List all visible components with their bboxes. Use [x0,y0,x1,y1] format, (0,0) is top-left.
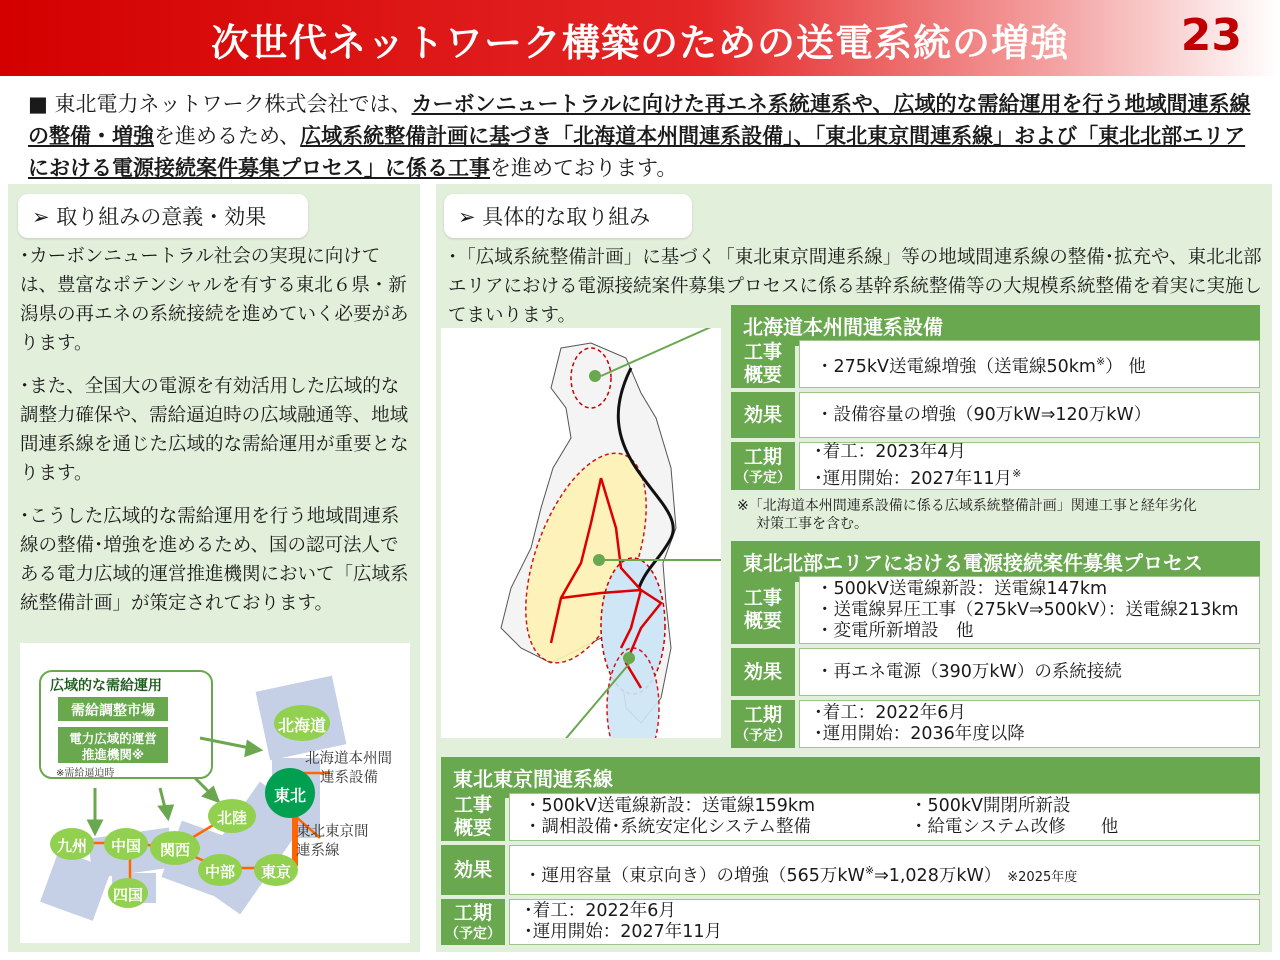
summary-line-1: ・500kV送電線新設：送電線147km [816,578,1108,599]
project-north-summary [799,576,1260,644]
footnote-mark: ※ [1012,467,1022,481]
project-tokyo-label-summary [441,793,505,841]
region-kansai: 関西 [159,841,190,859]
label-text: 工事概要 [743,587,782,632]
project-hokkaido-label-summary [731,340,795,388]
project-tokyo-period [509,899,1260,945]
label-text: 効果 [743,403,782,426]
region-chubu: 中部 [204,863,235,881]
region-tohoku: 東北 [273,786,306,805]
summary-text-end: ） 他 [1105,356,1146,377]
page-title: 次世代ネットワーク構築のための送電系統の増強 [210,21,1069,65]
region-kyushu: 九州 [56,837,87,855]
region-tokyo: 東京 [260,863,291,881]
effect-text: ・運用容量（東京向き）の増強（565万kW [524,865,865,886]
project-tokyo-summary [509,793,1260,841]
box-item-occto-1: 電力広域的運営 [69,731,157,746]
footnote-mark: ※ [864,864,875,877]
label-text: 工事概要 [453,794,492,839]
label-text: 効果 [743,660,782,683]
left-paragraph-2: ･また、全国大の電源を有効活用した広域的な調整力確保や、需給逼迫時の広域融通等、地域間連系線を通じた広域的な需給運用が重要となります。 [20,376,409,484]
label-text: 工事概要 [743,341,782,386]
effect-text: ・再エネ電源（390万kW）の系統接続 [816,661,1122,682]
left-paragraph-1: ･カーボンニュートラル社会の実現に向けては、豊富なポテンシャルを有する東北６県・新潟県の再エネの系統接続を進めていく必要があります。 [20,246,409,354]
project-hokkaido-label-effect [731,392,795,438]
label-text: 効果 [453,858,492,881]
box-title: 広域的な需給運用 [50,678,162,694]
summary-line-3: ・変電所新増設 他 [816,620,974,641]
box-item-occto-2: 推進機関※ [81,747,145,762]
label-sub: （予定） [735,727,791,744]
project-north-effect [799,648,1260,696]
label-hokkaido-link-2: 連系設備 [320,770,378,786]
project-hokkaido-effect [799,392,1260,438]
right-paragraph: ･「広域系統整備計画」に基づく「東北東京間連系線」等の地域間連系線の整備･拡充や、東北北部エリアにおける電源接続案件募集プロセスに係る基幹系統整備等の大規模系統整備を着実に実施してまいります。 [448,247,1263,326]
footnote-mark: ※ [1095,354,1106,368]
box-note: ※需給逼迫時 [56,768,115,779]
intro-text-3: を進めております。 [490,156,678,180]
region-hokuriku: 北陸 [216,809,247,827]
grid-diagram [20,643,410,943]
tohoku-map [441,328,721,738]
intro-text-2: を進めるため、 [154,124,301,148]
box-item-market: 需給調整市場 [71,703,155,719]
label-sub: （予定） [445,925,501,942]
left-panel-header: ➢ 取り組みの意義・効果 [18,194,308,238]
period-op [814,463,1243,490]
summary-text: ・275kV送電線増強（送電線50km [816,356,1096,377]
summary-line-4: ・給電システム改修 他 [910,817,1119,837]
page-number: 23 [1180,10,1242,61]
effect-text-end: ⇒1,028万kW） [874,865,1002,886]
left-paragraph-3: ･こうした広域的な需給運用を行う地域間連系線の整備･増強を進めるため、国の認可法人である電力広域的運営推進機関において「広域系統整備計画」が策定されております。 [20,506,409,614]
project-hokkaido-label-period [731,442,795,490]
region-shikoku: 四国 [112,886,143,904]
project-north-label-summary [731,576,795,644]
project-hokkaido-note-1: ※「北海道本州間連系設備に係る広域系統整備計画」関連工事と経年劣化 [737,498,1197,514]
period-start: ･着工：2022年6月 [524,901,676,921]
label-tohoku-tokyo-2: 連系線 [296,843,340,859]
region-chugoku: 中国 [110,837,141,855]
project-north-label-period [731,700,795,748]
summary-line-1: ・500kV送電線新設：送電線159km [524,796,816,816]
region-hokkaido: 北海道 [277,716,326,735]
intro-bold-2: 広域系統整備計画に基づき「北海道本州間連系設備」、「東北東京間連系線」および「東北北部エリアにおける電源接続案件募集プロセス」に係る工事 [28,124,1246,180]
label-text: 工期 [453,901,492,924]
label-hokkaido-link-1: 北海道本州間 [305,751,392,767]
summary-line-2: ・送電線昇圧工事（275kV⇒500kV）：送電線213km [816,599,1239,620]
summary-line-3: ・調相設備･系統安定化システム整備 [524,817,811,837]
effect-year-note: ※2025年度 [1007,869,1078,885]
label-tohoku-tokyo-1: 東北東京間 [296,824,369,840]
project-hokkaido-summary [799,340,1260,388]
project-tokyo-title: 東北東京間連系線 [441,757,1260,798]
tohoku-map-shapes [441,328,721,738]
project-tokyo-label-period [441,899,505,945]
summary-line-2: ・500kV開閉所新設 [910,796,1071,816]
right-panel-header: ➢ 具体的な取り組み [444,194,692,238]
intro-paragraph [28,88,1258,184]
project-north-label-effect [731,648,795,696]
project-tokyo-effect [509,845,1260,895]
project-tokyo-label-effect [441,845,505,895]
effect-text: ・設備容量の増強（90万kW⇒120万kW） [816,404,1152,425]
period-op-text: ･運用開始：2027年11月 [814,468,1013,489]
project-north-title: 東北北部エリアにおける電源接続案件募集プロセス [731,541,1260,582]
intro-bold-1: カーボンニュートラルに向けた再エネ系統連系や、広域的な需給運用を行う地域間連系線の整備・増強 [28,92,1251,148]
label-text: 工期 [743,445,782,468]
project-hokkaido-title: 北海道本州間連系設備 [731,305,1260,346]
period-start: ･着工：2023年4月 [814,442,966,463]
intro-bullet: ■ [28,92,48,116]
period-op: ･運用開始：2027年11月 [524,922,723,942]
summary-line [816,351,1243,378]
project-hokkaido-period [799,442,1260,490]
label-sub: （予定） [735,469,791,486]
project-north-period [799,700,1260,748]
label-text: 工期 [743,703,782,726]
period-start: ･着工：2022年6月 [814,703,966,723]
period-op: ･運用開始：2036年度以降 [814,724,1025,744]
project-hokkaido-note-2: 対策工事を含む。 [756,516,868,532]
intro-text-1: 東北電力ネットワーク株式会社では、 [54,92,412,116]
